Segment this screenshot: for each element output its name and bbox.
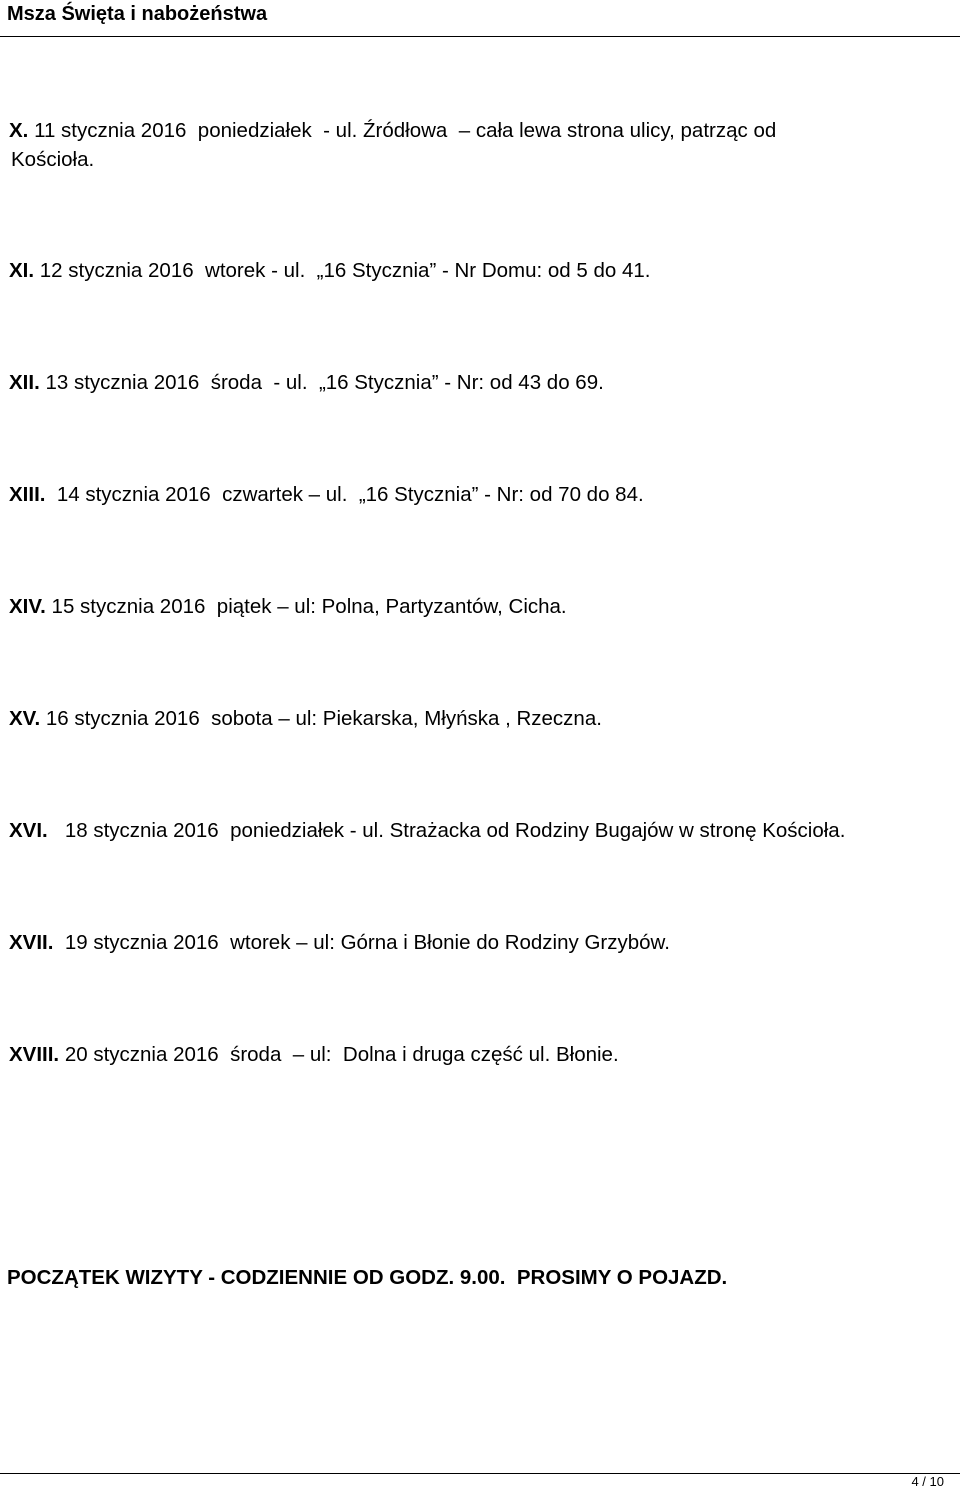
entry-number: XVII.	[9, 931, 54, 954]
visit-entry-xviii	[9, 1040, 619, 1069]
entry-text: 20 stycznia 2016 środa – ul: Dolna i druga część ul. Błonie.	[59, 1043, 619, 1066]
visit-entry-xiv	[9, 592, 567, 621]
entry-text-continued: Kościoła.	[11, 148, 95, 171]
entry-number: XI.	[9, 259, 35, 282]
entry-text: 15 stycznia 2016 piątek – ul: Polna, Partyzantów, Cicha.	[45, 595, 567, 618]
page-footer-rule	[0, 1473, 960, 1474]
entry-number: XIII.	[9, 483, 46, 506]
visit-entry-xiii	[9, 480, 644, 509]
visit-entry-xv	[9, 704, 602, 733]
entry-number: X.	[9, 119, 29, 142]
page-number: 4 / 10	[911, 1474, 944, 1489]
entry-number: XVI.	[9, 819, 48, 842]
entry-text: 14 stycznia 2016 czwartek – ul. „16 Stycznia” - Nr: od 70 do 84.	[45, 483, 644, 506]
visit-entry-xi	[9, 256, 651, 285]
entry-text: 12 stycznia 2016 wtorek - ul. „16 Stycznia” - Nr Domu: od 5 do 41.	[34, 259, 651, 282]
entry-text: 13 stycznia 2016 środa - ul. „16 Stycznia” - Nr: od 43 do 69.	[39, 371, 604, 394]
entry-text: 11 stycznia 2016 poniedziałek - ul. Źródłowa – cała lewa strona ulicy, patrząc od	[28, 119, 777, 142]
visit-entry-xvi	[9, 816, 845, 845]
page-header	[0, 0, 960, 37]
entry-text: 19 stycznia 2016 wtorek – ul: Górna i Błonie do Rodziny Grzybów.	[53, 931, 670, 954]
entry-text: 16 stycznia 2016 sobota – ul: Piekarska, Młyńska , Rzeczna.	[40, 707, 602, 730]
visit-entry-xvii	[9, 928, 670, 957]
visit-entry-x	[9, 116, 869, 174]
visit-entry-xii	[9, 368, 604, 397]
entry-text: 18 stycznia 2016 poniedziałek - ul. Strażacka od Rodziny Bugajów w stronę Kościoła.	[47, 819, 846, 842]
entry-number: XV.	[9, 707, 41, 730]
page-title: Msza Święta i nabożeństwa	[7, 3, 268, 25]
entry-number: XVIII.	[9, 1043, 60, 1066]
entry-number: XIV.	[9, 595, 46, 618]
entry-number: XII.	[9, 371, 40, 394]
closing-note: POCZĄTEK WIZYTY - CODZIENNIE OD GODZ. 9.00. PROSIMY O POJAZD.	[7, 1266, 728, 1289]
